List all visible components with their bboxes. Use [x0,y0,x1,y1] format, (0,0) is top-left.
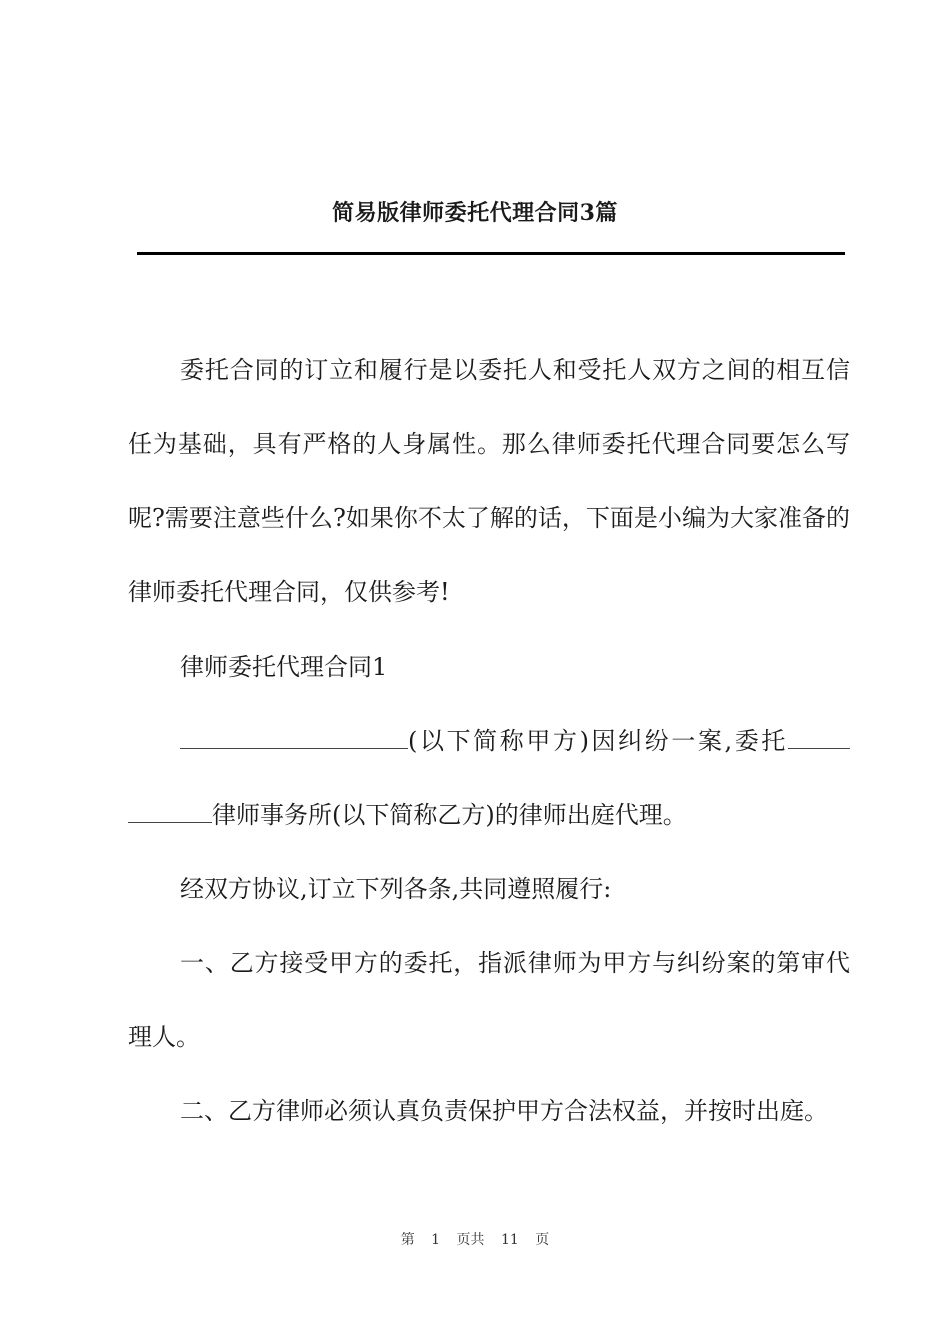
document-title: 简易版律师委托代理合同3篇 [332,200,618,226]
title-divider [137,252,845,255]
agreement-line: 经双方协议,订立下列各条,共同遵照履行: [180,875,612,903]
section-heading: 律师委托代理合同1 [180,653,388,681]
clause-1: 一、乙方接受甲方的委托，指派律师为甲方与纠纷案的第审代理人。 [128,949,850,1051]
party-clause-paragraph [128,704,850,852]
page-footer: 第 1 页共 11 页 [400,1232,550,1248]
blank-party-a [180,728,408,749]
party-clause-text-a: (以下简称甲方)因纠纷一案,委托 [408,727,788,755]
blank-law-firm-part2 [128,802,212,823]
clause-2: 二、乙方律师必须认真负责保护甲方合法权益，并按时出庭。 [180,1097,828,1125]
party-clause-text-b: 律师事务所(以下简称乙方)的律师出庭代理。 [212,801,687,829]
blank-law-firm-part1 [788,728,850,749]
intro-paragraph: 委托合同的订立和履行是以委托人和受托人双方之间的相互信任为基础，具有严格的人身属性。那么律师委托代理合同要怎么写呢?需要注意些什么?如果你不太了解的话，下面是小编为大家准备的律师委托代理合同，仅供参考! [128,356,850,606]
